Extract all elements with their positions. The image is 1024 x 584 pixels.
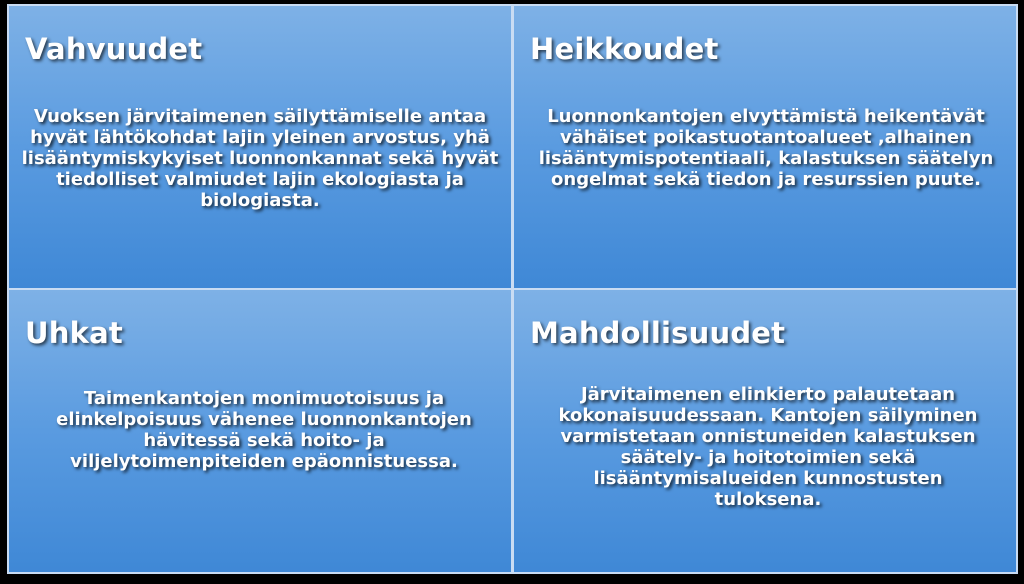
strengths-text: Vuoksen järvitaimenen säilyttämiselle antaa hyvät lähtökohdat lajin yleinen arvostus, yhä lisääntymiskykyiset luonnonkannat sekä hyvät tiedolliset valmiudet lajin ekologiasta ja biologiasta. xyxy=(21,106,499,211)
strengths-title: Vahvuudet xyxy=(25,32,203,66)
opportunities-text: Järvitaimenen elinkierto palautetaan kokonaisuudessaan. Kantojen säilyminen varmistetaan onnistuneiden kalastuksen säätely- ja hoitotoimien sekä lisääntymisalueiden kunnostusten tuloksena. xyxy=(558,384,978,510)
opportunities-quadrant xyxy=(512,288,1018,574)
threats-quadrant xyxy=(7,288,513,574)
weaknesses-title: Heikkoudet xyxy=(530,32,719,66)
strengths-quadrant xyxy=(7,4,513,290)
threats-text: Taimenkantojen monimuotoisuus ja elinkelpoisuus vähenee luonnonkantojen hävitessä sekä hoito- ja viljelytoimenpiteiden epäonnistuessa. xyxy=(56,388,472,472)
weaknesses-text: Luonnonkantojen elvyttämistä heikentävät vähäiset poikastuotantoalueet ,alhainen lisääntymispotentiaali, kalastuksen säätelyn ongelmat sekä tiedon ja resurssien puute. xyxy=(538,106,994,190)
threats-title: Uhkat xyxy=(25,316,123,350)
weaknesses-quadrant xyxy=(512,4,1018,290)
opportunities-title: Mahdollisuudet xyxy=(530,316,786,350)
